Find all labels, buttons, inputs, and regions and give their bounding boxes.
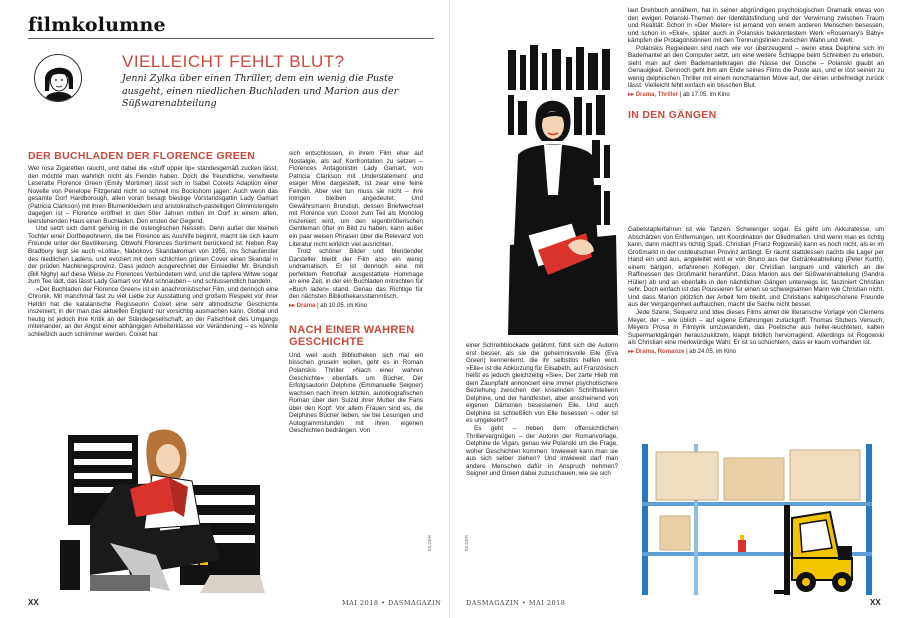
paragraph: Es geht – neben dem offensichtlichen Thrillervergnügen – der Autorin der Romanvorlage, Delphine de Vigan, genau wie Polanski um die Frage, woher Geschichten kommen: Inwieweit kann man sie aus sich selber ziehen? Und inwieweit darf man andere Menschen dafür in Anspruch nehmen? Seigner und Green dabei zuzuschauen, wie sie sich: [466, 425, 618, 478]
section-heading-in-den-gaengen: IN DEN GÄNGEN: [628, 109, 717, 122]
page-number-left: XX: [28, 598, 39, 607]
author-portrait-icon: [35, 55, 82, 102]
rubric-title: filmkolumne: [28, 14, 166, 36]
bookshop-illustration-icon: [60, 425, 265, 595]
left-column-2: [289, 150, 423, 593]
paragraph: laut Drehbuch annähern, hat in seiner abgründigen psychologischen Dramatik etwas von den ewigen Polanski-Themen der Identitätsfindung und der Verwirrung zwischen Traum und Realität: Schon in »Der Mieter« ist jemand von einem anderen Menschen besessen, und schon in »Ekel«, später auch in Polanskis bekanntestem Werk »Rosemary's Baby« kämpfen die Protagonistinnen mit den Trennungslinien zwischen Wahn und Welt.: [628, 7, 884, 45]
right-column-1: [466, 342, 618, 594]
separator: |: [679, 92, 682, 99]
paragraph: Gabelstaplerfahren ist wie Tanzen. Schwieriger sogar. Es geht um Akkuratesse, um Abschätzen von Entfernungen, um Koordination der Gliedmaßen. Und wenn man es richtig kann, dann macht es richtig Spaß. Christian (Franz Rogowski) kann es noch nicht, als er im Großmarkt in der ostdeutschen Provinz anfängt. Er räumt stattdessen nachts die Lager per Hand ein und aus, angeleitet wird er von Bruno aus der Getränkeabteilung (Peter Kurth), einem bärigen, erfahrenen Kollegen, der Christian langsam und väterlich an die Raffinessen des Großmarkt heranführt. Dass Marion aus der Süßwarenabteilung (Sandra Hüller) ab und an ebenfalls in den nächtlichen Gängen unterwegs ist, fasziniert Christian sehr. Doch einfach ist das Poussieren für einen so schweigsamen Mann wie Christian nicht. Und dass Marion plötzlich der Arbeit fern bleibt, und Christians kahlgeschorene Freunde aus der Vergangenheit auftauchen, macht die Sache nicht besser.: [628, 226, 884, 309]
forklift-illustration-icon: [634, 440, 884, 595]
film-info-buchladen: [289, 302, 423, 310]
separator: |: [686, 348, 688, 355]
right-page: [450, 0, 900, 618]
arrow-icon: ▸▸: [289, 302, 296, 309]
section-heading-wahre-geschichte: NACH EINER WAHREN GESCHICHTE: [289, 323, 415, 348]
page-number-right: XX: [870, 598, 881, 607]
separator: |: [317, 302, 319, 309]
paragraph: Und weil auch Bibliotheken sich mal ein bisschen gruseln wollen, geht es in Roman Polanskis Thriller »Nach einer wahren Geschichte« ebenfalls um Bücher. Der Erfolgsautorin Delphine (Emmanuelle Seigner) wachsen nach ihrem letzten, autobiografischen Roman über den Suizid ihrer Mutter die Fans über den Kopf: Vor allem Frauen sind es, die Delphines Bücher lieben, sie bei Lesungen und Autogrammstunden mit ihren eigenen Geschichten bedrängen. Von: [289, 351, 423, 435]
paragraph: »Der Buchladen der Florence Green« ist ein anachronistischer Film, und dennoch eine Chronik. Mit manchmal fast zu viel Liebe zur Ausstattung und großem Respekt vor ihrer Heldin hat die katalanische Regisseurin Coixet eine sehr altmodische Geschichte inszeniert, in der man das aktuellen England nur vorsichtig ausmachen kann. Global und heutig ist jedoch ihre Kritik an der Ständegesellschaft, an der Falschheit des Umgangs miteinander, an der Angst einer abhängigen Arbeiterklasse vor Veränderung – es könnte schließlich auch schlimmer werden. Coixet hat: [28, 285, 278, 339]
right-column-2-top: [628, 7, 884, 247]
section-body-in-den-gaengen: [628, 226, 884, 347]
rubric-divider: [28, 38, 434, 39]
film-info-in-den-gaengen: [628, 348, 884, 356]
section-body-buchladen: [28, 165, 278, 339]
photo-credit: BILDER: [427, 535, 432, 552]
paragraph: einer Schreibblockade gelähmt, fühlt sich die Autorin erst besser, als sie die geheimnisvolle Elle (Eva Green) kennenlernt, die ihr selbstlos helfen wird. »Elle« ist die Abkürzung für Elisabeth, auf Französisch heißt es jedoch gleichzeitig »Sie«. Der zarte Hieb mit dem Zaunpfahl annonciert eine immer psychotischere Beziehung zwischen der kriselnden Schriftstellerin Delphine, und der handfesten, aber anscheinend von eigenen Dämonen besessenen Elle. Und auch Delphine ist schließlich von Elle besessen – oder ist es umgekehrt?: [466, 342, 618, 425]
article-headline: VIELLEICHT FEHLT BLUT?: [122, 52, 345, 71]
genre-label: Drama: [296, 302, 316, 309]
right-column-2-bottom: [628, 226, 884, 436]
illustration-reading-woman: [60, 425, 265, 595]
section-body-wahre-geschichte-end: [628, 7, 884, 90]
writer-illustration-icon: [508, 45, 618, 335]
footer-left: MAI 2018 • DASMAGAZIN: [342, 599, 442, 607]
paragraph: Trotz schöner Bilder und blendender Darsteller bleibt der Film also ein wenig undramatisch. Er ist dennoch eine mit perfektem Retroflair ausgestattete Hommage an eine Zeit, in der ein Buchladen mitnichten für »Buch laden« stand. Genau das Richtige für den nächsten Bibliothekarsstammtisch.: [289, 248, 423, 301]
author-avatar: [34, 54, 82, 102]
arrow-icon: ▸▸: [628, 92, 635, 99]
release-date: ab 17.05. im Kino: [682, 92, 730, 99]
section-body-wahre-geschichte: [289, 352, 423, 435]
film-info-wahre-geschichte: [628, 91, 884, 99]
illustration-writer-woman: [508, 45, 618, 335]
paragraph: Und setzt sich damit gehörig in die ostenglischen Nesseln. Denn außer der kleinen Tochter einer Dorfbewohnerin, die bei Florence als Aushilfe beginnt, macht sie sich kaum Freunde unter der Bevölkerung. Obwohl Florences Sortiment berückend ist: Neben Ray Bradbury liegt sie auch »Lolita«, Nabokovs Skandalroman von 1955, ins Schaufenster des niedlichen Ladens, und evoziert mit dem schlichten grünen Cover einen Skandal in der prüden Nachkriegsprovinz. Dass jedoch ausgerechnet der Einsiedler Mr. Brundish (Bill Nighy) auf diese Weise zu Florences Verbündetem wird, und die tapfere Witwe sogar zum Tee lädt, das lässt Lady Gamart vor Wut schnauben – und schlussendlich handeln.: [28, 225, 278, 286]
article-lead: Jenni Zylka über einen Thriller, dem ein wenig die Puste ausgeht, einen niedlichen Buchladen und Marion aus der Süßwarenabteilung: [122, 73, 399, 109]
photo-credit: BILDER: [464, 535, 469, 552]
section-heading-buchladen: DER BUCHLADEN DER FLORENCE GREEN: [28, 150, 256, 162]
illustration-forklift: [634, 440, 884, 595]
release-date: ab 10.05. im Kino: [320, 302, 367, 309]
section-body-buchladen-cont: [289, 150, 423, 301]
section-body-wahre-geschichte-cont: [466, 342, 618, 478]
genre-label: Drama, Thriller: [635, 92, 679, 99]
arrow-icon: ▸▸: [628, 348, 635, 355]
paragraph: sich entschlossen, in ihrem Film eher auf Nostalgie, als auf Konfrontation zu setzen – Florences Antagonistin Lady Gamart, von Patricia Clarkson mit Understatement und eisiger Mine dargestellt, ist zwar eine feine Feindin. Aber viel tun muss sie nicht – ihre Intrigen bleiben angedeutet. Und Gewährsmann Brundish, dessen Briefwechsel mit Florence von Coixet zum Teil als Monolog inszeniert wird, um den eigenbrötlerischen Gentleman öfter im Bild zu haben, kann außer ein paar weisen Phrasen über die Relevanz von Literatur nicht wirklich viel ausrichten.: [289, 150, 423, 248]
paragraph: Jede Szene, Sequenz und Idee dieses Films atmet die literarische Vorlage von Clemens Meyer, der – wie üblich – auf eigene Erfahrungen zurückgriff. Thomas Stubers Versuch, Meyers Prosa in Filmlyrik umzuwandeln, das Poetische aus heller-leuchteten, kalten Supermarktgängen herauszukitzeln, klappt bildlich hervorragend. Allerdings ist Rogowski als Christian eine merkwürdige Wahl: Er ist so schüchtern, dass er kaum vorhanden ist.: [628, 309, 884, 347]
paragraph: Wer rosa Zigaretten raucht, und dabei die »stuff upper lip« standesgemäß zucken lässt, den möchte man wahrlich nicht als Feindin haben. Doch die freundliche, verwitwete Leseratte Florence Green (Emily Mortimer) lässt sich in Isabel Coixets Adaption einer Novelle von Penelope Fitzgerald nicht so schnell ins Bockshorn jagen: Auch wenn das gesamte Dorf Hardborough, allen voran besagt biestige Vorstandsgattin Lady Gamart (Patricia Clarkson) mit ihren Blumenkleidern und aristokratisch-pastelligen Glimmstengeln dagegen ist – Florence eröffnet in den 50er Jahren mitten im Dorf in einem alten, leerstehenden Haus einen Buchladen. Den ersten der Gegend.: [28, 165, 278, 225]
paragraph: Polanskis Regieideen sind nach wie vor überzeugend – wenn etwa Delphine sich im Bademantel an den Computer setzt, um eine weitere Schlappe beim Schreiben zu erleben, sieht man auf dem Bademantelkragen die Nässe der Dusche – Polanski glaubt an Genauigkeit. Dennoch geht ihm am Ende seines Films die Puste aus, und er löst seinen zu wenig delphischen Thriller mit einem nonchalanten Move auf, der einen unbefriedigt zurück lässt: Vielleicht fehlt einfach ein bisschen Blut.: [628, 44, 884, 90]
genre-label: Drama, Romanze: [635, 348, 685, 355]
left-column-1: [28, 150, 278, 422]
footer-right: DASMAGAZIN • MAI 2018: [466, 599, 566, 607]
release-date: ab 24.05. im Kino: [689, 348, 736, 355]
